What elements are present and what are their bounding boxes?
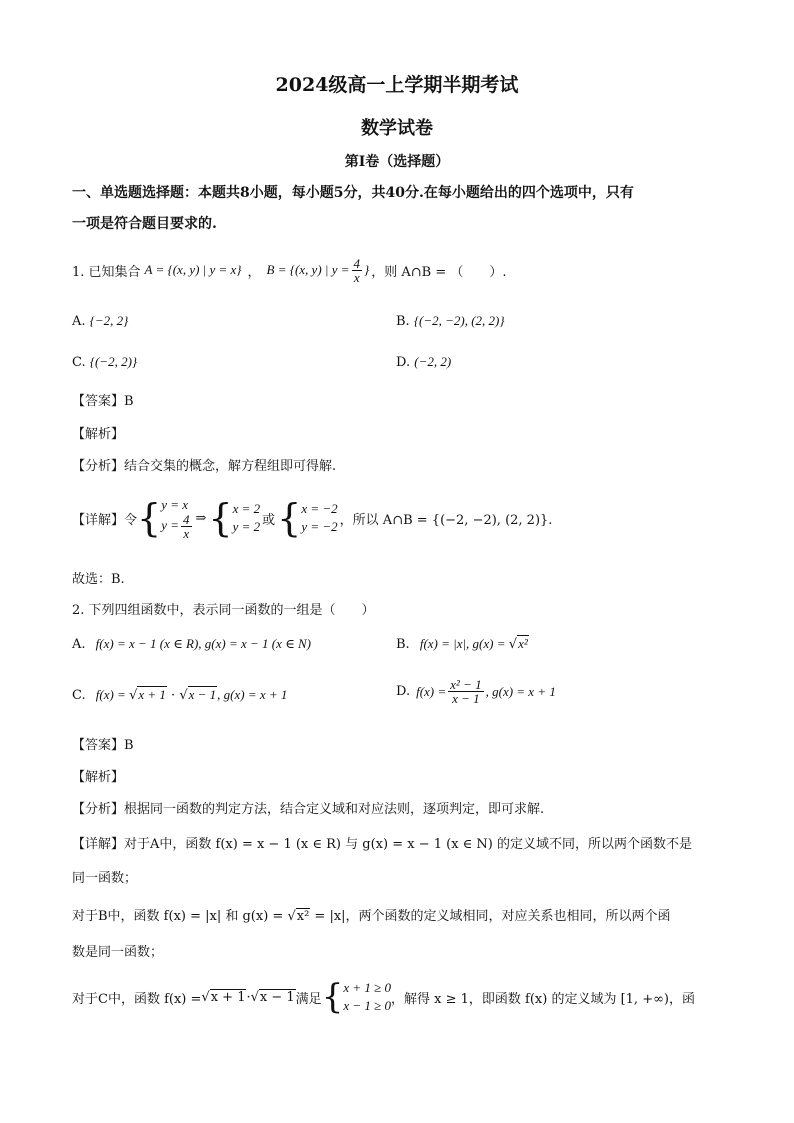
set-a: A = {(x, y) | y = x} <box>144 262 242 277</box>
q2-detail-b-1: 对于B中，函数 f(x) = |x| 和 g(x) = √x² = |x|，两个函数的定义域相同，对应关系也相同，所以两个函 <box>72 909 671 924</box>
q1-option-d: D. (−2, 2) <box>396 354 452 370</box>
question-2-stem: 2. 下列四组函数中，表示同一函数的一组是（ ） <box>72 603 375 618</box>
q1-system-2: x = 2 y = 2 <box>232 501 261 534</box>
section-heading: 第I卷（选择题） <box>344 154 450 170</box>
set-b-lead: B = {(x, y) | y = <box>266 262 350 277</box>
exam-title: 2024级高一上学期半期考试 <box>275 74 519 96</box>
q1-system-3: x = −2 y = −2 <box>301 501 338 534</box>
exam-subtitle: 数学试卷 <box>361 118 433 139</box>
question-1-prefix: 1. 已知集合 <box>72 264 141 280</box>
q1-answer: 【答案】B <box>72 394 134 409</box>
set-b-close: } <box>364 262 370 277</box>
part-instruction-line1: 一、单选题选择题：本题共8小题，每小题5分，共40分.在每小题给出的四个选项中，只有 <box>72 185 634 201</box>
q2-analysis-head: 【解析】 <box>72 770 125 785</box>
q2-detail-a-2: 同一函数； <box>72 871 138 886</box>
q2-detail-b-2: 数是同一函数； <box>72 945 164 960</box>
q1-conclusion: 故选：B. <box>72 572 125 587</box>
question-1-stem: 1. 已知集合 A = {(x, y) | y = x} ， B = {(x, y) | y = $\frac{4}{x}$ } ，则 A∩B = （ ）. <box>72 255 507 285</box>
q1-option-b: B. {(−2, −2), (2, 2)} <box>396 313 505 329</box>
set-b-fraction: $\frac{4}{x}$ <box>353 255 361 285</box>
q2-detail-c: 对于C中，函数 f(x) = √ x + 1 · √ x − 1 满足 { x + 1 ≥ 0 x − 1 ≥ 0 ，解得 x ≥ 1，即函数 f(x) 的定义域为 [1, +∞)，函 <box>72 977 695 1017</box>
q2-option-c: C. f(x) = √x + 1 · √x − 1, g(x) = x + 1 <box>72 687 288 703</box>
q2-analysis: 【分析】根据同一函数的判定方法，结合定义域和对应法则，逐项判定，即可求解. <box>72 802 545 817</box>
q1-analysis: 【分析】结合交集的概念，解方程组即可得解. <box>72 459 337 474</box>
q2-option-a: A. f(x) = x − 1 (x ∈ R), g(x) = x − 1 (x ∈ N) <box>72 636 311 652</box>
q1-detail: 【详解】令 { y = x y = $\frac{4}{x}$ ⇒ { x = 2 y = 2 或 { x = −2 y = −2 ，所以 A∩B = {(−2, −2), (2, 2)}. <box>72 496 553 542</box>
q2-detail-a-1: 【详解】对于A中，函数 f(x) = x − 1 (x ∈ R) 与 g(x) = x − 1 (x ∈ N) 的定义域不同，所以两个函数不是 <box>72 837 692 852</box>
q1-analysis-head: 【解析】 <box>72 427 125 442</box>
part-instruction-line2: 一项是符合题目要求的. <box>72 216 217 232</box>
q1-system-1: y = x y = $\frac{4}{x}$ <box>161 496 190 542</box>
q2-option-b: B. f(x) = |x|, g(x) = √x² <box>396 636 528 652</box>
q1-option-a: A. {−2, 2} <box>72 313 129 329</box>
q1-option-c: C. {(−2, 2)} <box>72 354 138 370</box>
q2-domain-system: x + 1 ≥ 0 x − 1 ≥ 0 <box>343 980 392 1013</box>
q2-option-d: D. f(x) = $\frac{\text{x² − 1}}{x - 1}$ , g(x) = x + 1 <box>396 677 556 706</box>
question-1-ask: ，则 A∩B = （ ）. <box>371 264 507 280</box>
q2-answer: 【答案】B <box>72 738 134 753</box>
